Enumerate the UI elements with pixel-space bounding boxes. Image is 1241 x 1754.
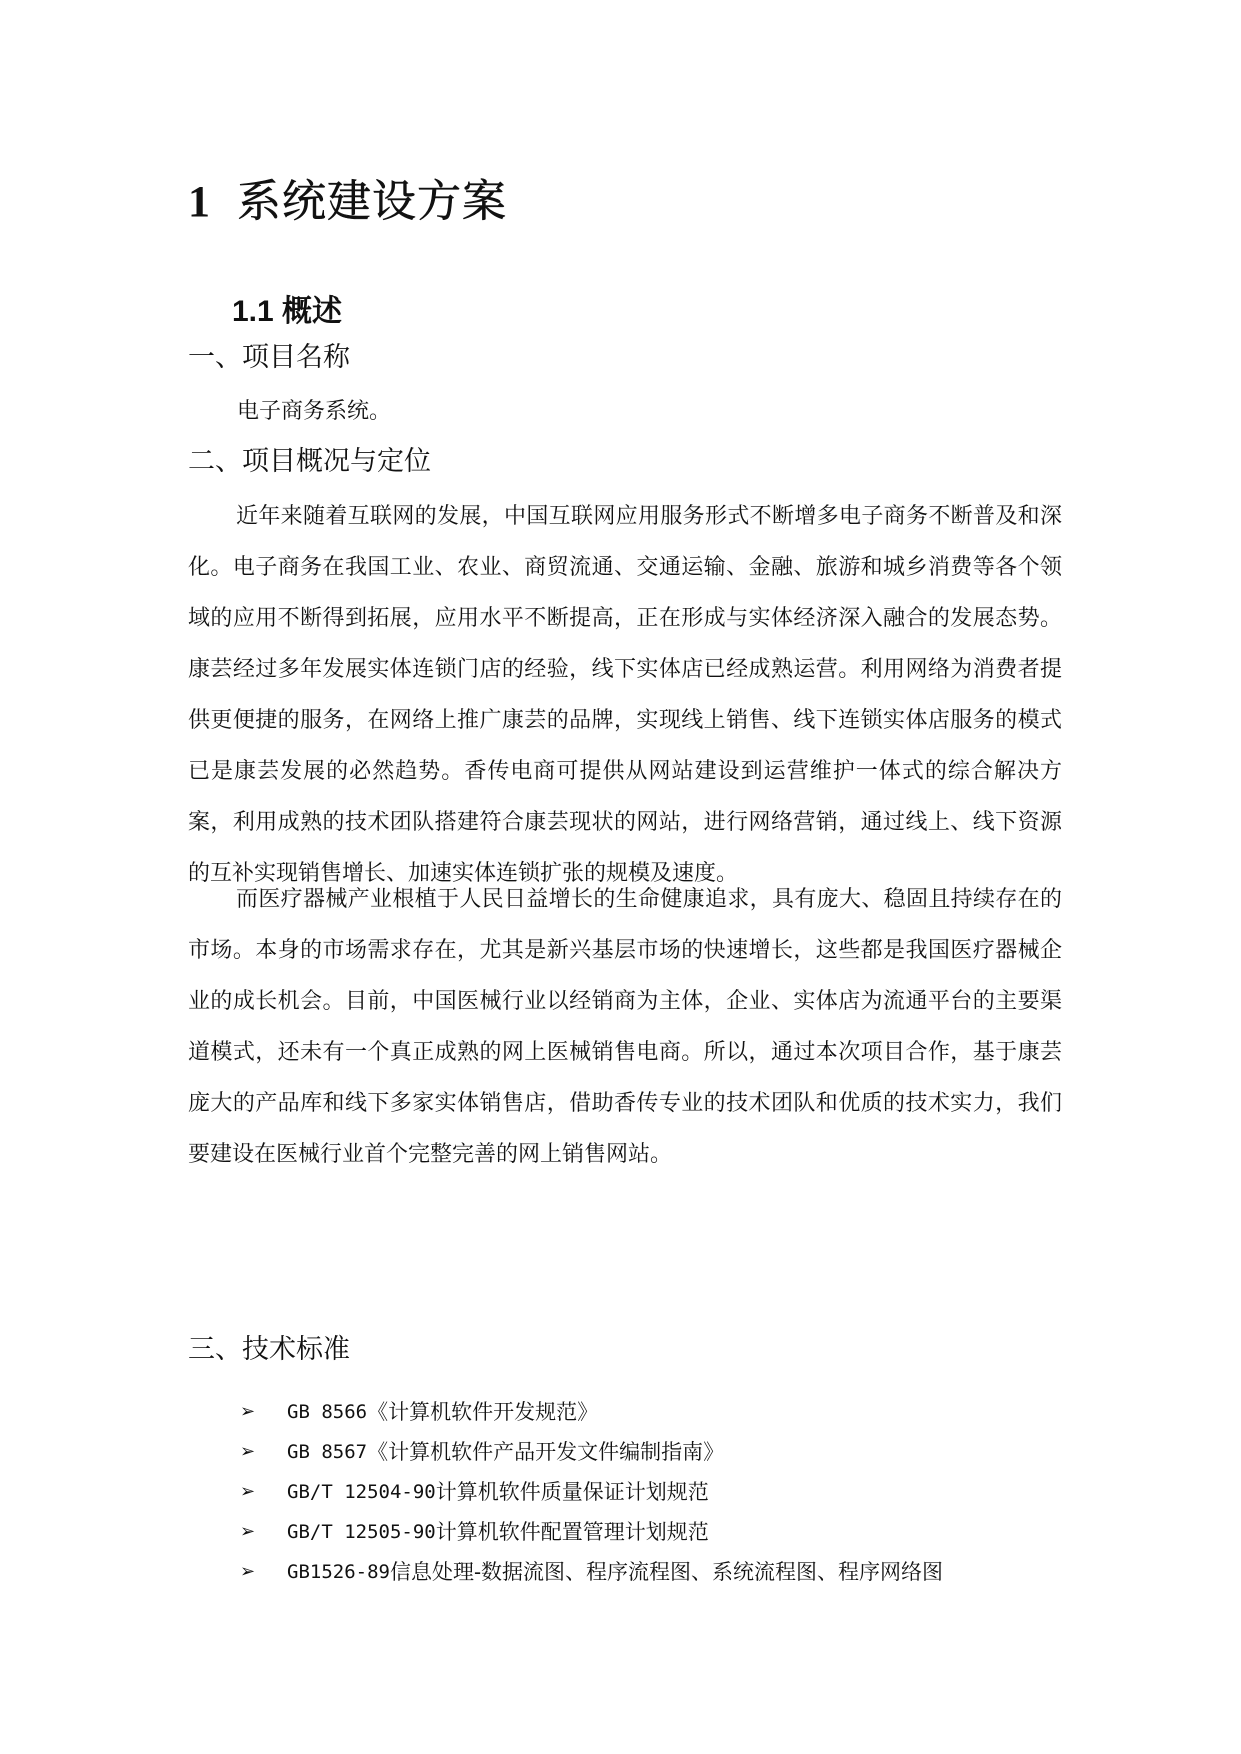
overview-paragraph-2: 而医疗器械产业根植于人民日益增长的生命健康追求，具有庞大、稳固且持续存在的市场。本身的市场需求存在，尤其是新兴基层市场的快速增长，这些都是我国医疗器械企业的成长机会。目前，中国医械行业以经销商为主体，企业、实体店为流通平台的主要渠道模式，还未有一个真正成熟的网上医械销售电商。所以，通过本次项目合作，基于康芸庞大的产品库和线下多家实体销售店，借助香传专业的技术团队和优质的技术实力，我们要建设在医械行业首个完整完善的网上销售网站。 <box>188 887 1062 1167</box>
arrow-bullet-icon: ➢ <box>240 1481 256 1502</box>
standard-name: 计算机软件质量保证计划规范 <box>435 1480 709 1504</box>
project-name-text: 电子商务系统。 <box>237 399 392 424</box>
list-item <box>240 1472 943 1512</box>
arrow-bullet-icon: ➢ <box>240 1401 256 1422</box>
chapter-heading <box>188 172 507 232</box>
standard-name: 信息处理-数据流图、程序流程图、系统流程图、程序网络图 <box>389 1560 944 1584</box>
chapter-title: 系统建设方案 <box>237 176 507 227</box>
heading-project-name: 一、项目名称 <box>188 342 350 373</box>
heading-technical-standards: 三、技术标准 <box>188 1334 350 1365</box>
list-item <box>240 1552 943 1592</box>
heading-project-overview: 二、项目概况与定位 <box>188 446 431 477</box>
arrow-bullet-icon: ➢ <box>240 1561 256 1582</box>
standard-code: GB/T 12505-90 <box>287 1521 436 1543</box>
standard-code: GB 8566 <box>287 1401 368 1423</box>
arrow-bullet-icon: ➢ <box>240 1521 256 1542</box>
list-item <box>240 1512 943 1552</box>
chapter-number: 1 <box>188 177 211 226</box>
standard-code: GB1526-89 <box>287 1561 390 1583</box>
standard-name: 《计算机软件开发规范》 <box>367 1400 599 1424</box>
standard-code: GB/T 12504-90 <box>287 1481 436 1503</box>
arrow-bullet-icon: ➢ <box>240 1441 256 1462</box>
standard-code: GB 8567 <box>287 1441 368 1463</box>
list-item <box>240 1392 943 1432</box>
overview-paragraph-1: 近年来随着互联网的发展，中国互联网应用服务形式不断增多电子商务不断普及和深化。电子商务在我国工业、农业、商贸流通、交通运输、金融、旅游和城乡消费等各个领域的应用不断得到拓展，应用水平不断提高，正在形成与实体经济深入融合的发展态势。康芸经过多年发展实体连锁门店的经验，线下实体店已经成熟运营。利用网络为消费者提供更便捷的服务，在网络上推广康芸的品牌，实现线上销售、线下连锁实体店服务的模式已是康芸发展的必然趋势。香传电商可提供从网站建设到运营维护一体式的综合解决方案，利用成熟的技术团队搭建符合康芸现状的网站，进行网络营销，通过线上、线下资源的互补实现销售增长、加速实体连锁扩张的规模及速度。 <box>188 504 1062 886</box>
section-heading: 1.1 概述 <box>232 295 343 328</box>
standard-name: 《计算机软件产品开发文件编制指南》 <box>367 1440 725 1464</box>
standards-list <box>240 1392 943 1592</box>
standard-name: 计算机软件配置管理计划规范 <box>435 1520 709 1544</box>
list-item <box>240 1432 943 1472</box>
